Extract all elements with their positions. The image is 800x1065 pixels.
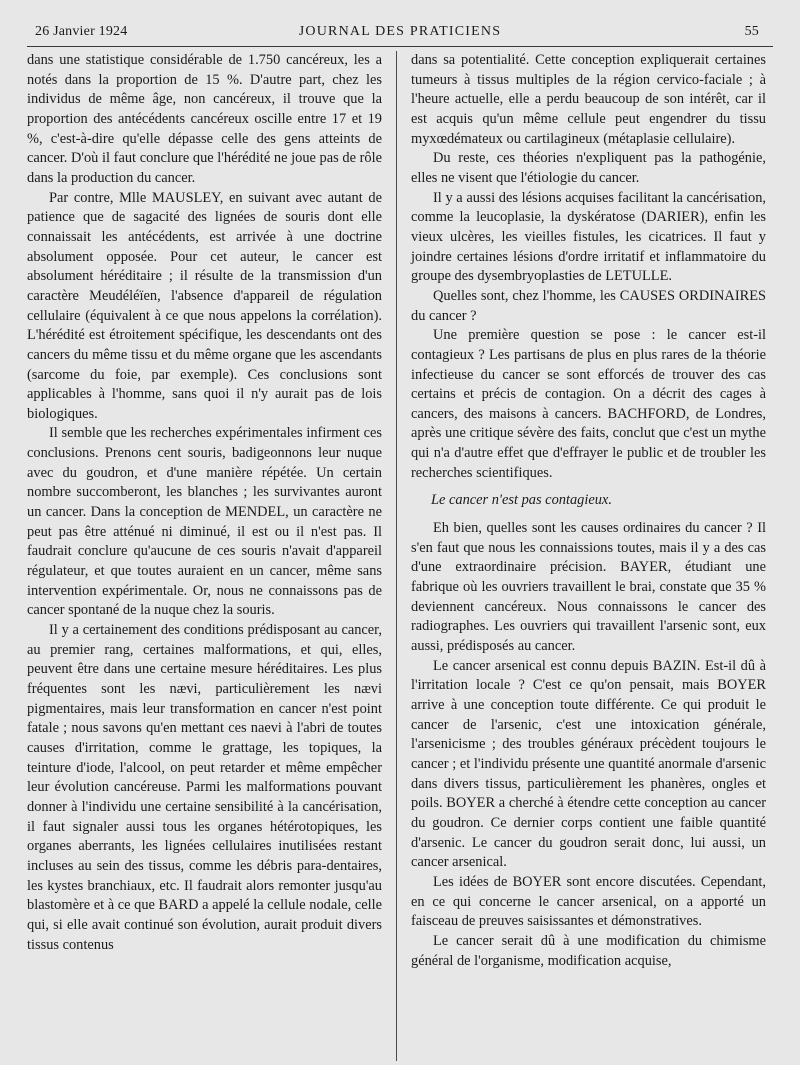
paragraph: Le cancer arsenical est connu depuis BAZIN. Est-il dû à l'irritation locale ? C'est ce qu'on pensait, mais BOYER arrive à une conception toute différente. Ce qui produit le cancer de l'arsenic, c'est une intoxication générale, l'arsenicisme ; des troubles généraux précèdent toujours le cancer ; et l'individu présente une quantité anormale d'arsenic dans divers tissus, particulièrement les phanères, ongles et poils. BOYER a cherché à étendre cette conception au cancer du goudron. Ce dernier corps contient une faible quantité d'arsenic. Le cancer du goudron serait donc, lui aussi, un cancer arsenical. [411,657,766,871]
article-body [27,51,773,1061]
paragraph: Il semble que les recherches expérimentales infirment ces conclusions. Prenons cent souris, badigeonnons leur nuque avec du goudron, et d'une manière répétée. Un certain nombre succomberont, les blanches ; les survivantes auront un cancer. Dans la conception de MENDEL, un caractère ne peut pas être atténué ni diminué, il est ou il n'est pas. Il faudrait conclure qu'aucune de ces souris n'avait d'appareil régulateur, et que toutes auraient en un cancer, même sans intervention expérimentale. Or, nous ne connaissons pas de cancer spontané de la nuque chez la souris. [27,425,382,619]
column-rule [396,51,397,1061]
section-subheading: Le cancer n'est pas contagieux. [431,492,612,509]
left-column [27,51,382,1061]
paragraph: Il y a certainement des conditions prédisposant au cancer, au premier rang, certaines malformations, et qui, elles, peuvent être dans une certaine mesure héréditaires. Les plus fréquentes sont les nævi, particulièrement les nævi pigmentaires, mais leur transformation en cancer n'est point fatale ; nous savons qu'en mettant ces naevi à l'abri de toutes causes d'irritation, comme le grattage, les topiques, la teinture d'iode, l'alcool, on peut retarder et même empêcher leur évolution cancéreuse. Parmi les malformations pouvant donner à l'individu une certaine sensibilité à la cancérisation, il faut signaler aussi tous les organes hétérotopiques, les organes aberrants, les lignées cellulaires inutilisées restant incluses au sein des tissus, comme les débris para-dentaires, les kystes branchiaux, etc. Il faudrait alors remonter jusqu'au blastomère et à ce que BARD a appelé la cellule nodale, celle qui, si elle avait continué son évolution, aurait produit divers tissus contenus [27,622,382,953]
paragraph: Du reste, ces théories n'expliquent pas la pathogénie, elles ne visent que l'étiologie du cancer. [411,150,766,186]
issue-date: 26 Janvier 1924 [35,24,128,39]
paragraph: Le cancer serait dû à une modification du chimisme général de l'organisme, modification acquise, [411,932,766,969]
right-column [411,51,766,1061]
paragraph: Quelles sont, chez l'homme, les CAUSES ORDINAIRES du cancer ? [411,287,766,324]
paragraph: dans sa potentialité. Cette conception expliquerait certaines tumeurs à tissus multiples de la région cervico-faciale ; à l'heure actuelle, elle a perdu beaucoup de son intérêt, car il est acquis qu'un même cellule peut engendrer du tissu myxœdémateux ou cartilagineux (métaplasie cellulaire). [411,52,766,147]
page-number: 55 [744,24,759,39]
paragraph: Les idées de BOYER sont encore discutées. Cependant, en ce qui concerne le cancer arsenical, on a apporté un faisceau de preuves saisissantes et démonstratives. [411,873,766,930]
paragraph: Par contre, Mlle MAUSLEY, en suivant avec autant de patience que de sagacité des lignées de souris dont elle connaissait les antécédents, est arrivée à une doctrine absolument opposée. Pour cet auteur, le cancer est absolument héréditaire ; il résulte de la transmission d'un caractère Meudéléïen, l'absence d'appareil de régulation cellulaire (équivalent à ce que nous appelons la corrélation). L'hérédité est étroitement spécifique, les descendants ont des cancers du même tissu et du même organe que les ascendants (sarcome du foie, par exemple). Ces conclusions sont applicables à l'homme, sans quoi il n'y aurait pas de lois biologiques. [27,189,382,422]
journal-title: JOURNAL DES PRATICIENS [298,24,502,39]
paragraph: Eh bien, quelles sont les causes ordinaires du cancer ? Il s'en faut que nous les connaissions toutes, mais il y a des cas d'une extraordinaire précision. BAYER, étudiant une fabrique où les ouvriers travaillent le brai, constate que 35 % deviennent cancéreux. Nous connaissons le cancer des radiographes. Les ouvriers qui travaillent l'arsenic sont, eux aussi, prédisposés au cancer. [411,520,766,655]
running-head [27,22,773,47]
paragraph: Il y a aussi des lésions acquises facilitant la cancérisation, comme la leucoplasie, la dyskératose (DARIER), enfin les vieux ulcères, les vieilles fistules, les cicatrices. Il faut y joindre certaines lésions d'ordre irritatif et inflammatoire du groupe des dysembryoplasties de LETULLE. [411,189,766,285]
paragraph: Une première question se pose : le cancer est-il contagieux ? Les partisans de plus en plus rares de la théorie infectieuse du cancer se sont efforcés de trouver des cas certains et précis de contagion. On a décrit des cages à cancers, des maisons à cancers. BACHFORD, de Londres, après une critique sévère des faits, conclut que c'est un mythe qui n'a d'autre effet que d'effrayer le public et de troubler les recherches scientifiques. [411,327,766,481]
paragraph: dans une statistique considérable de 1.750 cancéreux, les a notés dans la proportion de 15 %. D'autre part, chez les individus de même âge, non cancéreux, il trouve que la proportion des antécédents cancéreux oscille entre 17 et 19 %, c'est-à-dire qu'elle dépasse celle des gens atteints de cancer. D'où il faut conclure que l'hérédité ne joue pas de rôle dans la production du cancer. [27,52,382,186]
